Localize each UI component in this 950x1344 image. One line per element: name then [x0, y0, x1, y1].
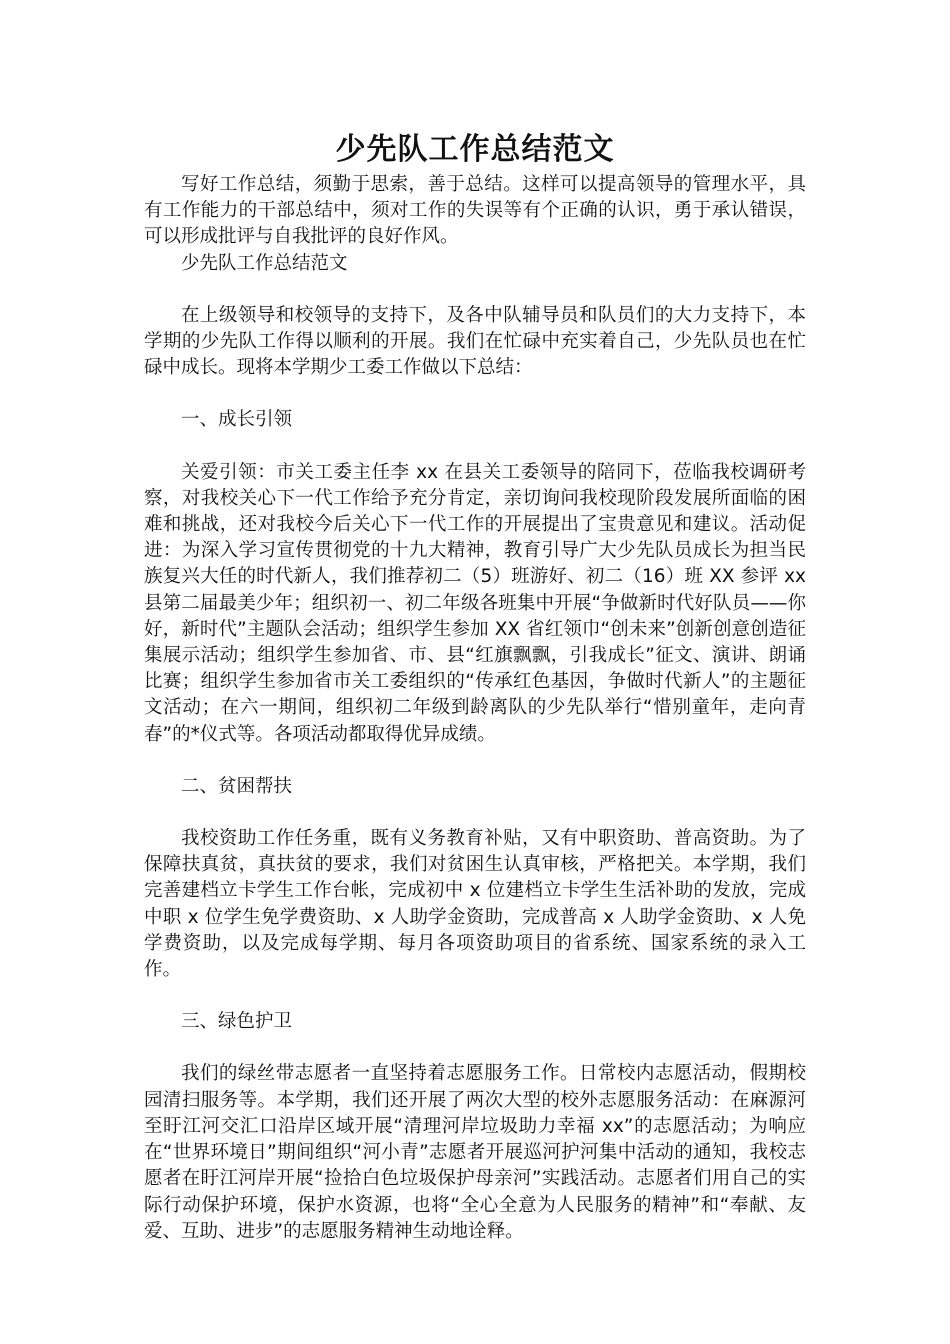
spacer: [144, 277, 806, 303]
spacer: [144, 434, 806, 460]
spacer: [144, 983, 806, 1009]
section-heading-poverty: 二、贫困帮扶: [181, 775, 293, 797]
document-subtitle: 少先队工作总结范文: [181, 252, 348, 274]
section-body-green: 我们的绿丝带志愿者一直坚持着志愿服务工作。日常校内志愿活动，假期校园清扫服务等。本学期，我们还开展了两次大型的校外志愿服务活动：在麻源河至盱江河交汇口沿岸区域开展“清理河岸垃圾助力幸福 xx”的志愿活动；为响应在“世界环境日”期间组织“河小青”志愿者开展巡河护河集中活动的通知，我校志愿者在盱江河岸开展“捡拾白色垃圾保护母亲河”实践活动。志愿者们用自己的实际行动保护环境，保护水资源，也将“全心全意为人民服务的精神”和“奉献、友爱、互助、进步”的志愿服务精神生动地诠释。: [144, 1063, 806, 1242]
spacer: [144, 381, 806, 407]
spacer: [144, 748, 806, 774]
opening-paragraph: 在上级领导和校领导的支持下，及各中队辅导员和队员们的大力支持下，本学期的少先队工作得以顺利的开展。我们在忙碌中充实着自己，少先队员也在忙碌中成长。现将本学期少工委工作做以下总结：: [144, 304, 806, 379]
document-page: [144, 128, 806, 1245]
section-heading-green: 三、绿色护卫: [181, 1011, 293, 1033]
section-body-growth: 关爱引领：市关工委主任李 xx 在县关工委领导的陪同下，莅临我校调研考察，对我校关心下一代工作给予充分肯定，亲切询问我校现阶段发展所面临的困难和挑战，还对我校今后关心下一代工作的开展提出了宝贵意见和建议。活动促进：为深入学习宣传贯彻党的十九大精神，教育引导广大少先队员成长为担当民族复兴大任的时代新人，我们推荐初二（5）班游好、初二（16）班 XX 参评 xx 县第二届最美少年；组织初一、初二年级各班集中开展“争做新时代好队员——你好，新时代”主题队会活动；组织学生参加 XX 省红领巾“创未来”创新创意创造征集展示活动；组织学生参加省、市、县“红旗飘飘，引我成长”征文、演讲、朗诵比赛；组织学生参加省市关工委组织的“传承红色基因，争做时代新人”的主题征文活动；在六一期间，组织初二年级到龄离队的少先队举行“惜别童年，走向青春”的*仪式等。各项活动都取得优异成绩。: [144, 461, 806, 745]
section-heading-growth: 一、成长引领: [181, 409, 293, 431]
intro-paragraph: 写好工作总结，须勤于思索，善于总结。这样可以提高领导的管理水平，具有工作能力的干部总结中，须对工作的失误等有个正确的认识，勇于承认错误，可以形成批评与自我批评的良好作风。: [144, 174, 806, 248]
spacer: [144, 1035, 806, 1061]
document-title: 少先队工作总结范文: [335, 132, 615, 167]
section-body-poverty: 我校资助工作任务重，既有义务教育补贴，又有中职资助、普高资助。为了保障扶真贫，真扶贫的要求，我们对贫困生认真审核，严格把关。本学期，我们完善建档立卡学生工作台帐，完成初中 x 位建档立卡学生生活补助的发放，完成中职 x 位学生免学费资助、x 人助学金资助，完成普高 x 人助学金资助、x 人免学费资助，以及完成每学期、每月各项资助项目的省系统、国家系统的录入工作。: [144, 828, 806, 981]
spacer: [144, 800, 806, 826]
